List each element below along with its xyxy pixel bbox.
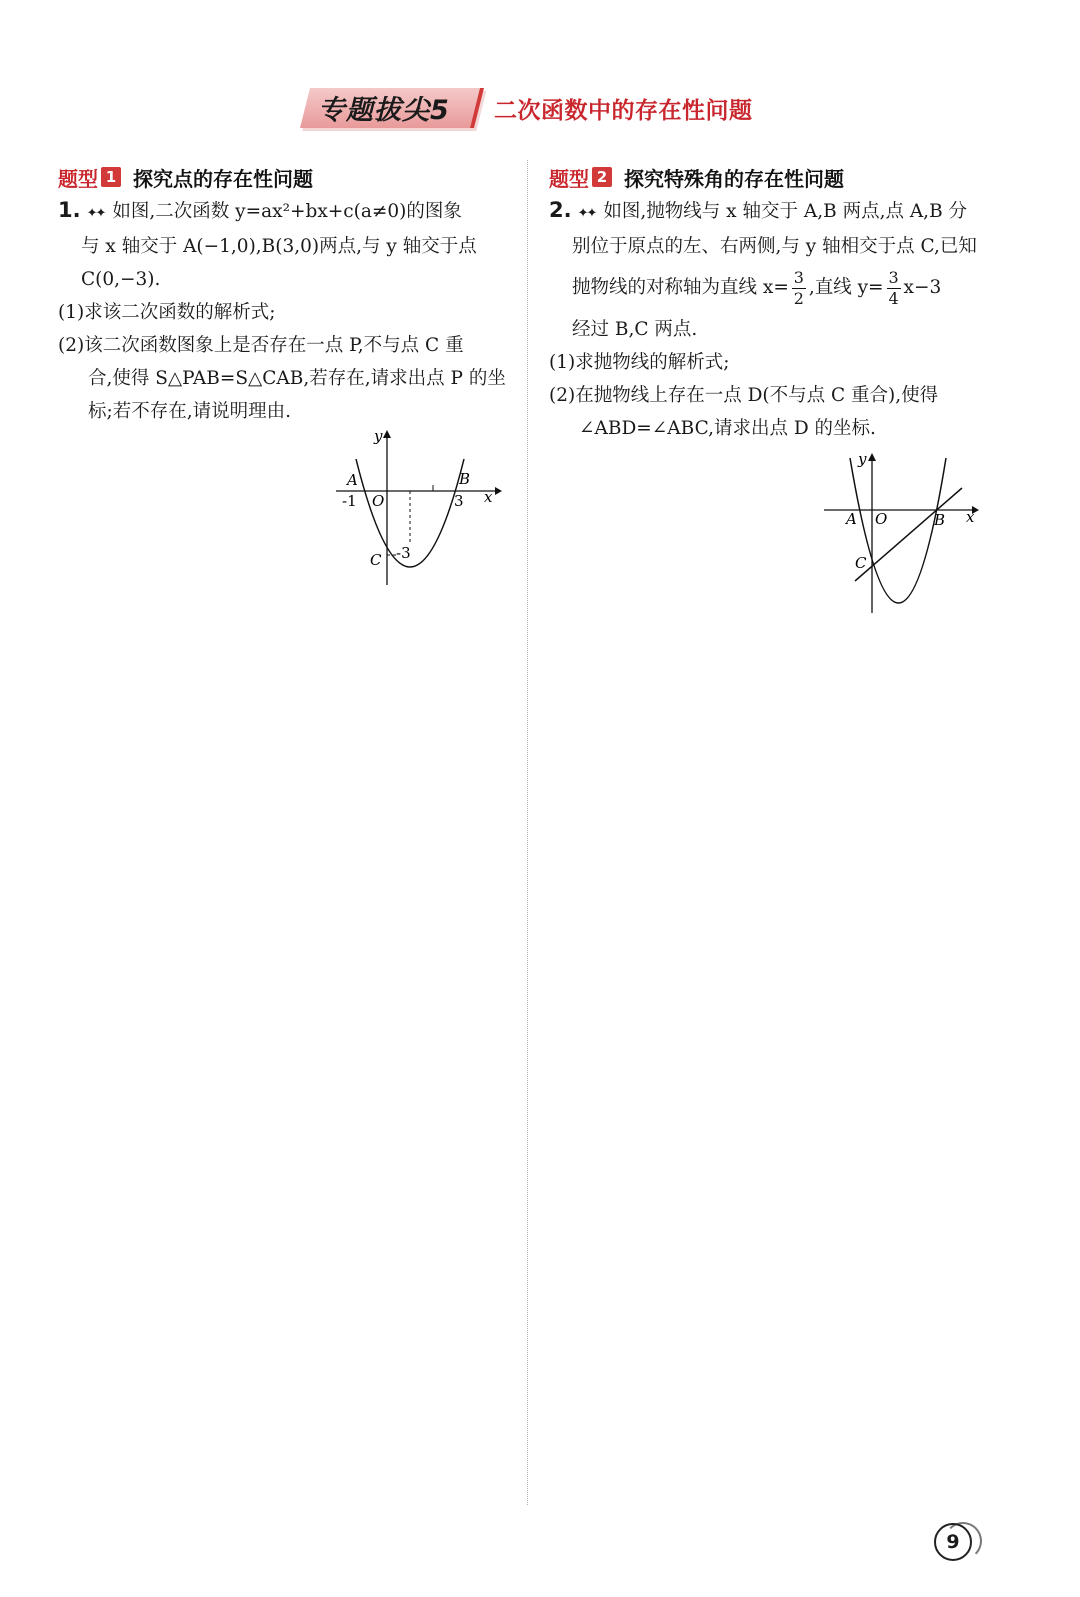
origin-label: O: [875, 510, 888, 528]
point-c-label: C: [855, 554, 867, 572]
x-axis-label: x: [484, 488, 493, 506]
question-number: 2.: [549, 198, 572, 222]
section-title: 探究点的存在性问题: [133, 166, 313, 191]
column-divider: [527, 160, 528, 1505]
page-number: 9: [934, 1523, 972, 1561]
question-text: 如图,抛物线与 x 轴交于 A,B 两点,点 A,B 分: [603, 201, 968, 222]
question-1-line-2: 与 x 轴交于 A(−1,0),B(3,0)两点,与 y 轴交于点: [81, 236, 477, 257]
question-2-line-3: [549, 263, 1009, 313]
fraction-denominator: 2: [793, 288, 804, 308]
tick-label-minus3: -3: [396, 544, 411, 562]
right-column: [549, 160, 1009, 445]
question-1-line-1: [58, 194, 510, 230]
line3-suffix: x−3: [903, 277, 942, 298]
line3-middle: ,直线 y=: [808, 277, 884, 298]
section-heading-1: [58, 160, 510, 194]
fraction-3-2: [792, 269, 806, 308]
left-column: [58, 160, 510, 428]
parabola-figure-2: [822, 448, 992, 618]
y-axis-arrow-icon: [868, 453, 876, 461]
x-axis-arrow-icon: [495, 487, 502, 495]
difficulty-stars-icon: ✦✦: [577, 206, 596, 221]
topic-title: 二次函数中的存在性问题: [494, 98, 753, 124]
fraction-numerator: 3: [888, 267, 899, 287]
sub-question-1: (1)求抛物线的解析式;: [549, 352, 730, 373]
difficulty-stars-icon: ✦✦: [86, 206, 105, 221]
point-b-label: B: [934, 511, 946, 529]
tick-label-minus1: -1: [342, 492, 357, 510]
section-title: 探究特殊角的存在性问题: [624, 166, 844, 191]
sub-question-2-line-2: ∠ABD=∠ABC,请求出点 D 的坐标.: [579, 418, 876, 439]
question-number: 1.: [58, 198, 81, 222]
fraction-numerator: 3: [793, 267, 804, 287]
sub-question-1: (1)求该二次函数的解析式;: [58, 302, 276, 323]
sub-question-2-line-1: (2)该二次函数图象上是否存在一点 P,不与点 C 重: [58, 335, 464, 356]
section-type-label: 题型: [549, 166, 589, 191]
x-axis-label: x: [966, 508, 975, 526]
point-a-label: A: [347, 471, 358, 489]
origin-label: O: [372, 492, 385, 510]
question-2-line-1: [549, 194, 1009, 230]
y-axis-label: y: [374, 427, 383, 445]
question-2-line-2: 别位于原点的左、右两侧,与 y 轴相交于点 C,已知: [572, 236, 977, 257]
section-number-badge: 2: [592, 167, 612, 187]
line3-prefix: 抛物线的对称轴为直线 x=: [572, 277, 789, 298]
sub-question-2-line-1: (2)在抛物线上存在一点 D(不与点 C 重合),使得: [549, 385, 939, 406]
fraction-3-4: [887, 269, 901, 308]
point-c-label: C: [370, 551, 382, 569]
y-axis-label: y: [858, 450, 867, 468]
section-heading-2: [549, 160, 1009, 194]
point-a-label: A: [846, 510, 857, 528]
sub-question-2-line-3: 标;若不存在,请说明理由.: [88, 401, 291, 422]
parabola-figure-1: [330, 425, 505, 590]
point-b-label: B: [459, 470, 471, 488]
y-axis-arrow-icon: [383, 430, 391, 438]
section-type-label: 题型: [58, 166, 98, 191]
question-2-line-4: 经过 B,C 两点.: [572, 319, 698, 340]
tick-label-3: 3: [454, 492, 464, 510]
parabola-curve: [850, 458, 946, 603]
sub-question-2-line-2: 合,使得 S△PAB=S△CAB,若存在,请求出点 P 的坐: [88, 368, 506, 389]
topic-tag-label: 专题拔尖5: [318, 95, 450, 126]
section-number-badge: 1: [101, 167, 121, 187]
question-1-line-3: C(0,−3).: [81, 269, 161, 290]
fraction-denominator: 4: [888, 288, 899, 308]
question-text: 如图,二次函数 y=ax²+bx+c(a≠0)的图象: [112, 201, 462, 222]
line-bc: [855, 488, 962, 581]
